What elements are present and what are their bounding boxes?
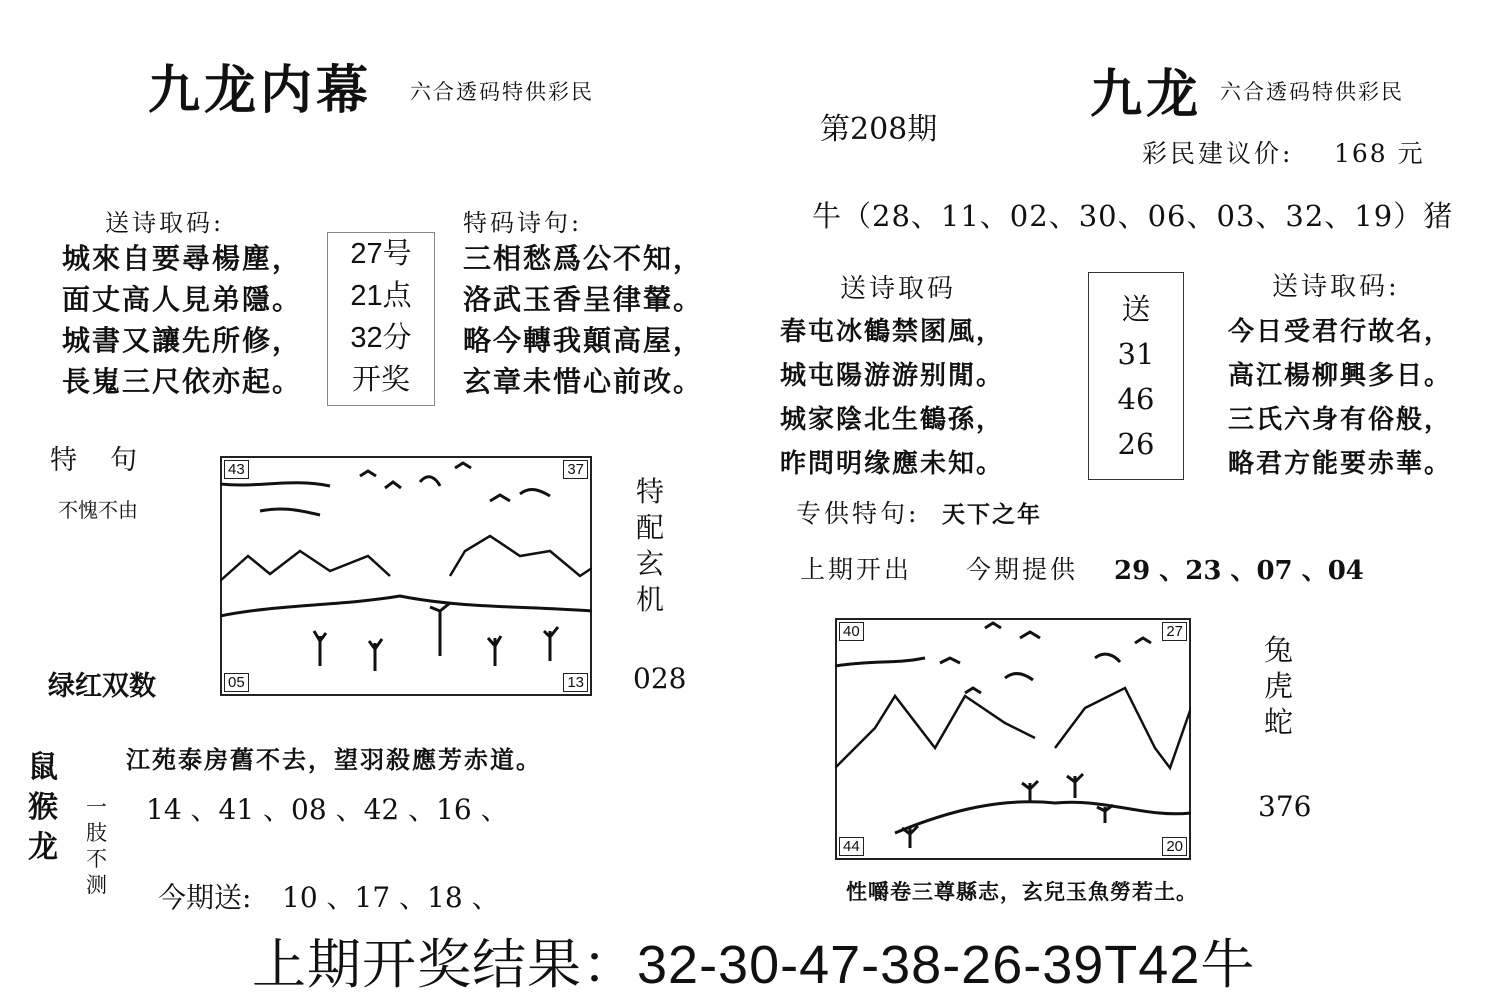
- left-title: 九龙内幕: [148, 60, 373, 121]
- vertical-char: 玄: [636, 547, 665, 580]
- poem-line: 玄章未惜心前改。: [463, 365, 704, 398]
- poem-line: 略今轉我顛高屋，: [463, 324, 704, 357]
- poem-line: 略君方能要赤華。: [1228, 449, 1453, 479]
- corner-number: 20: [1162, 837, 1187, 856]
- vertical-char: 蛇: [1264, 705, 1294, 739]
- left-side-vertical: [636, 474, 664, 618]
- corner-number: 13: [563, 673, 588, 692]
- draw-info-box: [327, 232, 435, 406]
- left-numbers-row: 14 、41 、08 、42 、16 、: [146, 793, 509, 826]
- corner-number: 44: [839, 837, 864, 856]
- poem-line: 昨問明缘應未知。: [780, 449, 1005, 479]
- vertical-char: 虎: [1264, 669, 1294, 703]
- last-result: 上期开奖结果：32-30-47-38-26-39T42牛: [252, 935, 1256, 995]
- landscape-drawing: [220, 456, 592, 696]
- price-label: 彩民建议价:: [1142, 139, 1294, 168]
- right-poem-label-right: 送诗取码:: [1272, 272, 1400, 302]
- poem-line: 城屯陽游游别閒。: [780, 361, 1005, 391]
- left-side-number: 028: [633, 662, 687, 695]
- poem-line: 高江楊柳興多日。: [1228, 361, 1453, 391]
- poem-line: 城家陰北生鶴孫，: [780, 405, 1005, 435]
- right-bottom-poem: 性嚼卷三尊縣志，玄兒玉魚勞若土。: [846, 879, 1198, 904]
- vertical-char: 配: [636, 511, 665, 544]
- send-box: [1088, 272, 1184, 480]
- vertical-char: 不: [86, 847, 107, 871]
- last-label: 上期开出: [800, 555, 913, 584]
- zodiac-vertical: [28, 748, 58, 868]
- poem-line: 面丈高人見弟隱。: [62, 283, 303, 316]
- left-sketch: [220, 456, 592, 696]
- this-label: 今期提供: [966, 555, 1079, 584]
- tema-label: 特码诗句:: [463, 209, 583, 237]
- issue-number: 第208期: [820, 112, 938, 147]
- left-poem: [62, 238, 302, 402]
- poem-line: 三相愁爲公不知，: [463, 242, 704, 275]
- vertical-char: 测: [86, 873, 107, 897]
- vertical-char: 猴: [28, 790, 58, 825]
- left-bottom-poem: 江苑泰房舊不去，望羽殺應芳赤道。: [126, 745, 542, 774]
- right-side-vertical: [1264, 632, 1293, 740]
- vertical-char: 鼠: [28, 750, 58, 785]
- corner-number: 40: [839, 622, 864, 641]
- send-box-line: 31: [1117, 337, 1155, 371]
- right-special-label: 专供特句:: [796, 499, 920, 528]
- right-poem-left: [780, 310, 1004, 486]
- vertical-char: 肢: [86, 821, 107, 845]
- corner-number: 37: [563, 460, 588, 479]
- today-numbers: 10 、17 、18 、: [282, 881, 500, 914]
- vertical-char: 一: [86, 795, 107, 819]
- corner-number: 43: [224, 460, 249, 479]
- right-sketch: [835, 618, 1191, 860]
- right-poem-right: [1228, 310, 1452, 486]
- special-label: 特 句: [50, 445, 140, 476]
- vertical-char: 龙: [28, 830, 58, 865]
- color-text: 绿红双数: [48, 671, 156, 702]
- send-box-line: 26: [1117, 427, 1155, 461]
- special-text: 不愧不由: [58, 498, 138, 522]
- send-box-line: 46: [1117, 382, 1155, 416]
- left-poem-label: 送诗取码:: [105, 209, 225, 237]
- price-value: 168 元: [1334, 139, 1425, 168]
- vertical-char: 兔: [1264, 633, 1294, 667]
- vertical-char: 特: [636, 475, 665, 508]
- right-side-number: 376: [1258, 790, 1312, 823]
- vertical-char: 机: [636, 583, 665, 616]
- right-poem-label-left: 送诗取码: [840, 274, 957, 304]
- tema-poem: [463, 238, 703, 402]
- poem-line: 城來自要尋楊塵，: [62, 242, 303, 275]
- draw-info-line: 27号: [350, 238, 412, 270]
- this-numbers: 29 、23 、07 、04: [1114, 556, 1364, 586]
- today-label: 今期送:: [158, 881, 252, 914]
- corner-number: 05: [224, 673, 249, 692]
- draw-info-line: 开奖: [351, 364, 410, 396]
- yizhi-vertical: [86, 794, 107, 898]
- poem-line: 春屯冰鶴禁圂風，: [780, 317, 1005, 347]
- poem-line: 三氏六身有俗般，: [1228, 405, 1453, 435]
- send-box-line: 送: [1121, 292, 1151, 326]
- draw-info-line: 32分: [350, 322, 412, 354]
- corner-number: 27: [1162, 622, 1187, 641]
- draw-info-line: 21点: [350, 280, 412, 312]
- right-subtitle: 六合透码特供彩民: [1220, 80, 1404, 104]
- poem-line: 今日受君行故名，: [1228, 317, 1453, 347]
- poem-line: 城書又讓先所修，: [62, 324, 303, 357]
- poem-line: 長嵬三尺依亦起。: [62, 365, 303, 398]
- zodiac-numbers-row: 牛（28、11、02、30、06、03、32、19）猪: [812, 199, 1454, 233]
- poem-line: 洛武玉香呈律輦。: [463, 283, 704, 316]
- left-subtitle: 六合透码特供彩民: [410, 80, 594, 104]
- landscape-drawing: [835, 618, 1191, 860]
- right-special-text: 天下之年: [942, 501, 1042, 528]
- right-title: 九龙: [1090, 64, 1203, 125]
